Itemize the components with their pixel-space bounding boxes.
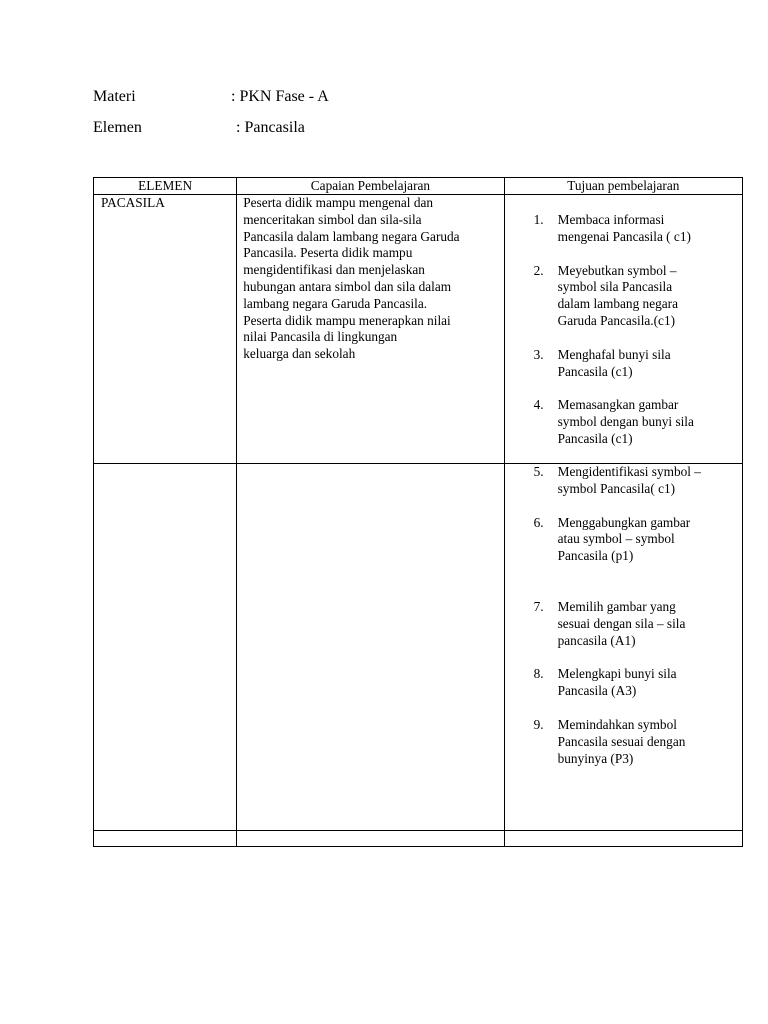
list-number: 1.: [533, 212, 544, 227]
list-item-text: Membaca informasi: [557, 212, 665, 227]
table-row: [94, 195, 743, 464]
list-item-text: sesuai dengan sila – sila: [557, 615, 686, 631]
list-number: 9.: [533, 716, 544, 732]
list-item-text: Garuda Pancasila.(c1): [557, 312, 676, 328]
list-item: [505, 263, 742, 330]
learning-table: [93, 177, 743, 847]
list-item: [505, 212, 742, 246]
list-item-text: symbol sila Pancasila: [557, 279, 673, 295]
capaian-line: Peserta didik mampu menerapkan nilai: [243, 312, 451, 328]
list-item-text: Memasangkan gambar: [557, 397, 679, 413]
capaian-line: Pancasila dalam lambang negara Garuda: [243, 228, 460, 244]
tujuan-cell: [504, 195, 742, 464]
list-item-text: Menghafal bunyi sila: [557, 346, 671, 362]
list-item-text: Pancasila (A3): [557, 683, 637, 699]
elemen-cell: PACASILA: [94, 195, 237, 464]
list-item: [505, 397, 742, 447]
list-number: 5.: [533, 464, 544, 479]
empty-cell: [94, 831, 237, 847]
list-item: [505, 666, 742, 700]
list-item-text: Memindahkan symbol: [557, 716, 677, 732]
list-item: [505, 464, 742, 498]
list-item-text: Melengkapi bunyi sila: [557, 666, 677, 682]
empty-cell: [237, 464, 504, 831]
list-item: [505, 515, 742, 565]
list-item-text: symbol dengan bunyi sila: [557, 414, 694, 430]
materi-value: : PKN Fase - A: [231, 88, 329, 105]
materi-label: Materi: [93, 88, 136, 105]
capaian-line: Pancasila. Peserta didik mampu: [243, 245, 413, 261]
list-item: [505, 599, 742, 649]
list-item-text: Memilih gambar yang: [557, 598, 676, 614]
capaian-cell: [237, 195, 504, 464]
list-item-text: Pancasila (c1): [557, 430, 633, 446]
list-item: [505, 347, 742, 381]
empty-cell: [94, 464, 237, 831]
list-number: 8.: [533, 666, 544, 682]
capaian-line: mengidentifikasi dan menjelaskan: [243, 262, 425, 278]
capaian-line: keluarga dan sekolah: [243, 346, 356, 362]
list-item-text: Pancasila (p1): [557, 548, 634, 564]
tujuan-list: [505, 195, 742, 448]
list-number: 3.: [533, 346, 544, 362]
list-item-text: pancasila (A1): [557, 632, 636, 648]
list-item: [505, 717, 742, 767]
list-number: 6.: [533, 514, 544, 530]
tujuan-cell: [504, 464, 742, 831]
table-header-row: [94, 178, 743, 195]
capaian-line: Peserta didik mampu mengenal dan: [243, 195, 434, 210]
empty-cell: [504, 831, 742, 847]
list-item-text: bunyinya (P3): [557, 750, 634, 766]
list-item-text: Pancasila (c1): [557, 363, 633, 379]
column-header-capaian: Capaian Pembelajaran: [237, 178, 504, 195]
list-item-text: Mengidentifikasi symbol –: [557, 464, 701, 479]
list-item-text: Pancasila sesuai dengan: [557, 733, 686, 749]
capaian-line: menceritakan simbol dan sila-sila: [243, 211, 422, 227]
table-row: [94, 831, 743, 847]
column-header-elemen: ELEMEN: [94, 178, 237, 195]
list-item-text: Menggabungkan gambar: [557, 514, 691, 530]
capaian-line: lambang negara Garuda Pancasila.: [243, 295, 428, 311]
elemen-value: : Pancasila: [236, 119, 305, 136]
capaian-line: hubungan antara simbol dan sila dalam: [243, 278, 452, 294]
list-item-text: atau symbol – symbol: [557, 531, 675, 547]
tujuan-list: [505, 464, 742, 767]
elemen-label: Elemen: [93, 119, 142, 136]
capaian-line: nilai Pancasila di lingkungan: [243, 329, 398, 345]
list-item-text: dalam lambang negara: [557, 296, 678, 312]
list-item-text: symbol Pancasila( c1): [557, 480, 676, 496]
empty-cell: [237, 831, 504, 847]
list-number: 4.: [533, 397, 544, 413]
table-row: [94, 464, 743, 831]
list-number: 2.: [533, 262, 544, 278]
list-item-text: mengenai Pancasila ( c1): [557, 228, 691, 244]
list-item-text: Meyebutkan symbol –: [557, 262, 677, 278]
column-header-tujuan: Tujuan pembelajaran: [504, 178, 742, 195]
list-number: 7.: [533, 598, 544, 614]
